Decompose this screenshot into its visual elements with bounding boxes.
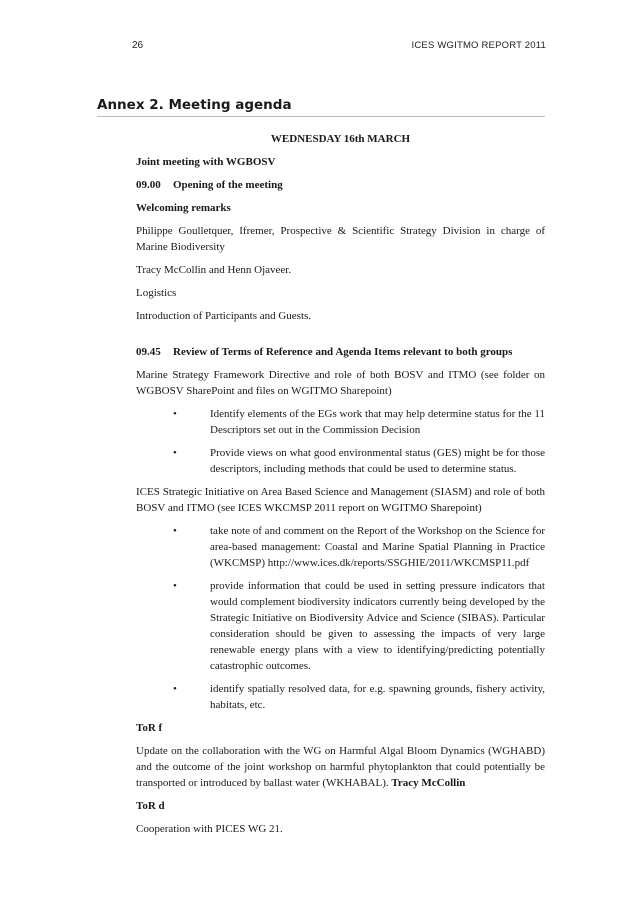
agenda-time: 09.45 xyxy=(136,346,161,358)
list-item xyxy=(136,445,545,477)
agenda-item-0900 xyxy=(136,177,545,193)
tor-f-text xyxy=(136,743,545,791)
tor-f-description: Update on the collaboration with the WG on Harmful Algal Bloom Dynamics (WGHABD) and the outcome of the joint workshop on harmful phytoplankton that could potentially be transported or introduced by ballast water (WKHABAL). xyxy=(136,745,545,789)
page-number: 26 xyxy=(132,40,144,51)
agenda-item-0945 xyxy=(136,344,545,360)
bullet-icon: • xyxy=(173,408,177,420)
bullet-text: identify spatially resolved data, for e.g. spawning grounds, fishery activity, habitats, etc. xyxy=(210,683,545,711)
welcoming-remarks-heading: Welcoming remarks xyxy=(136,202,231,214)
tor-f-lead: Tracy McCollin xyxy=(391,777,466,789)
annex-title: Annex 2. Meeting agenda xyxy=(97,97,545,117)
spacer xyxy=(136,331,545,344)
bullet-icon: • xyxy=(173,447,177,459)
bullet-text: take note of and comment on the Report of the Workshop on the Science for area-based management: Coastal and Marine Spatial Planning in Practice (WKCMSP) http://www.ices.dk/reports/SSGHIE/2011/WKCMSP11.pdf xyxy=(210,525,545,569)
agenda-title: Review of Terms of Reference and Agenda Items relevant to both groups xyxy=(173,346,513,358)
bullet-icon: • xyxy=(173,580,177,592)
tor-d-text: Cooperation with PICES WG 21. xyxy=(136,823,283,835)
bullet-icon: • xyxy=(173,525,177,537)
list-item xyxy=(136,681,545,713)
msfd-paragraph: Marine Strategy Framework Directive and role of both BOSV and ITMO (see folder on WGBOSV SharePoint and files on WGITMO Sharepoint) xyxy=(136,369,545,397)
tor-f-label: ToR f xyxy=(136,722,163,734)
siasm-paragraph: ICES Strategic Initiative on Area Based Science and Management (SIASM) and role of both BOSV and ITMO (see ICES WKCMSP 2011 report on WGITMO Sharepoint) xyxy=(136,486,545,514)
joint-meeting-heading: Joint meeting with WGBOSV xyxy=(136,156,276,168)
welcome-line: Introduction of Participants and Guests. xyxy=(136,310,312,322)
report-title: ICES WGITMO REPORT 2011 xyxy=(411,40,546,51)
welcome-line: Logistics xyxy=(136,287,177,299)
welcome-line: Philippe Goulletquer, Ifremer, Prospective & Scientific Strategy Division in charge of Marine Biodiversity xyxy=(136,225,545,253)
bullet-icon: • xyxy=(173,683,177,695)
agenda-time: 09.00 xyxy=(136,179,161,191)
agenda-title: Opening of the meeting xyxy=(173,179,283,191)
day-heading: WEDNESDAY 16th MARCH xyxy=(270,133,411,145)
welcome-line: Tracy McCollin and Henn Ojaveer. xyxy=(136,264,292,276)
tor-d-label: ToR d xyxy=(136,800,165,812)
agenda-body xyxy=(136,131,545,844)
bullet-text: provide information that could be used in setting pressure indicators that would complement biodiversity indicators currently being developed by the Strategic Initiative on Biodiversity Advice and Science (SIBAS). Particular consideration should be given to assessing the impacts of very large renewable energy plans with a view to identifying/predicting potentially catastrophic outcomes. xyxy=(210,580,545,672)
list-item xyxy=(136,406,545,438)
bullet-text: Provide views on what good environmental status (GES) might be for those descriptors, including methods that could be used to determine status. xyxy=(210,447,545,475)
bullet-text: Identify elements of the EGs work that may help determine status for the 11 Descriptors set out in the Commission Decision xyxy=(210,408,545,436)
list-item xyxy=(136,523,545,571)
list-item xyxy=(136,578,545,674)
